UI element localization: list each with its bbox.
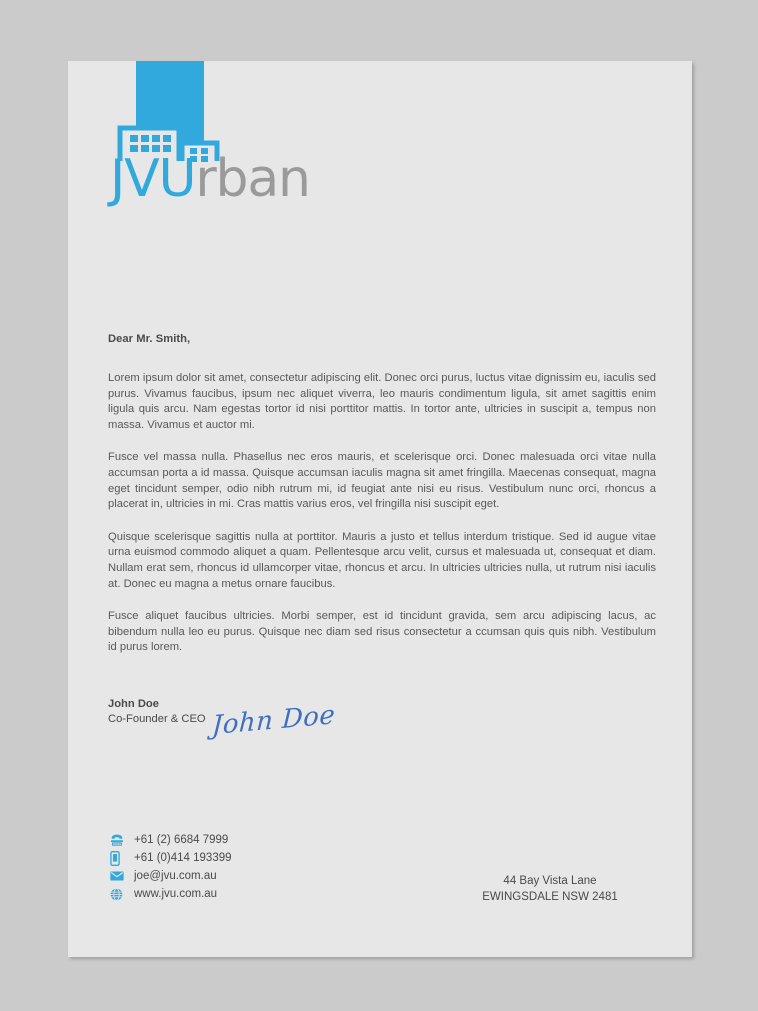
body-paragraph-1: Lorem ipsum dolor sit amet, consectetur adipiscing elit. Donec orci purus, luctus vitae dignissim eu, iaculis sed purus. Vivamus faucibus, ipsum nec aliquet viverra, leo mauris condimentum ligula, sit amet sagittis enim ligula quis arcu. Nam egestas tortor id nisi porttitor mattis. In tortor ante, ultricies in suscipit a, tempus non massa. Vivamus et auctor mi. (108, 372, 656, 431)
letterhead-page (68, 61, 692, 957)
globe-icon (110, 886, 130, 902)
logo-wordmark-blue: JVU (110, 149, 196, 209)
letter-body (108, 333, 656, 656)
phone-number: +61 (2) 6684 7999 (134, 834, 229, 846)
body-paragraph-4: Fusce aliquet faucibus ultricies. Morbi semper, est id tincidunt gravida, sem arcu adipiscing lacus, ac bibendum nulla leo eu purus. Quisque nec diam sed risus consectetur a ccumsan quis quis nibh. Vestibulum id purus lorem. (108, 610, 656, 654)
company-logo (68, 61, 328, 221)
salutation: Dear Mr. Smith, (108, 333, 191, 345)
handwritten-signature: John Doe (211, 700, 337, 742)
contact-row-phone (110, 831, 390, 849)
logo-wordmark-gray: rban (195, 149, 310, 209)
footer-contact-list (110, 831, 390, 903)
address-line-2: EWINGSDALE NSW 2481 (482, 891, 618, 903)
body-paragraph-3: Quisque scelerisque sagittis nulla at porttitor. Mauris a justo et tellus interdum tristique. Sed id augue vitae urna euismod commodo aliquet a quam. Pellentesque arcu velit, cursus et malesuada ut, consequat et diam. Nullam erat sem, rhoncus id ullamcorper vitae, rhoncus et arcu. In ultricies ultricies nulla, ut rutrum nisi iaculis at. Donec eu magna a metus ornare faucibus. (108, 530, 656, 590)
signature-block (108, 697, 508, 742)
mobile-number: +61 (0)414 193399 (134, 852, 232, 864)
body-paragraph-2: Fusce vel massa nulla. Phasellus nec eros mauris, et scelerisque orci. Donec malesuada orci vitae nulla accumsan porta a id massa. Quisque accumsan iaculis magna sit amet fringilla. Maecenas consequat, magna eget tincidunt semper, odio nibh rutrum mi, id feugiat ante nisi eu risus. Vestibulum nunc orci, rhoncus a placerat in, ultricies in mi. Cras mattis varius eros, vel fringilla nisi suscipit eget. (108, 451, 656, 511)
logo-wordmark (110, 149, 310, 209)
website-url: www.jvu.com.au (134, 888, 218, 900)
address-line-1: 44 Bay Vista Lane (503, 875, 597, 887)
telephone-icon (110, 832, 130, 848)
signer-name: John Doe (108, 698, 159, 710)
email-address: joe@jvu.com.au (134, 870, 217, 882)
footer-address (448, 873, 652, 905)
mobile-phone-icon (110, 850, 130, 866)
contact-row-website (110, 885, 390, 903)
contact-row-email (110, 867, 390, 885)
envelope-icon (110, 868, 130, 884)
signer-title: Co-Founder & CEO (108, 713, 206, 725)
contact-row-mobile (110, 849, 390, 867)
